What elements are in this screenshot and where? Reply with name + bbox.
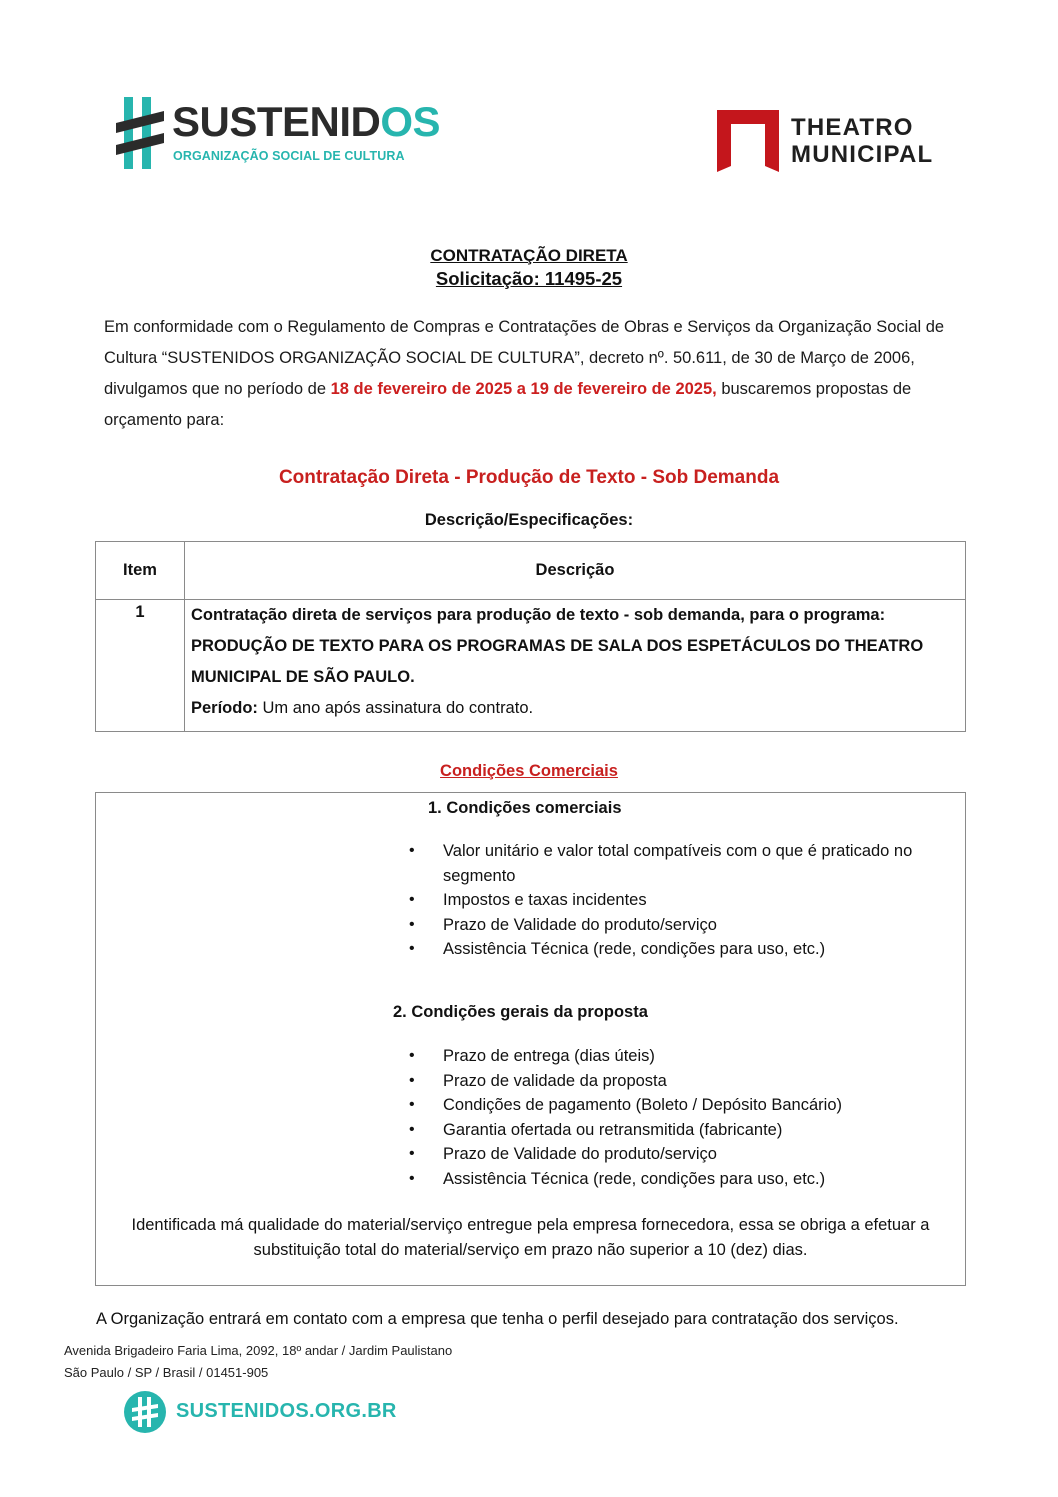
item-column-header: Item (96, 542, 185, 600)
period-highlight: 18 de fevereiro de 2025 a 19 de fevereiro de 2025, (330, 380, 717, 398)
intro-paragraph: Em conformidade com o Regulamento de Compras e Contratações de Obras e Serviços da Organização Social de Cultura “SUSTENIDOS ORGANIZAÇÃO SOCIAL DE CULTURA”, decreto nº. 50.611, de 30 de Março de 2006, divulgamos que no período de 18 de fevereiro de 2025 a 19 de fevereiro de 2025, buscaremos propostas de orçamento para: (104, 318, 945, 429)
sustenidos-subtitle: ORGANIZAÇÃO SOCIAL DE CULTURA (173, 149, 405, 163)
document-title: CONTRATAÇÃO DIRETA (430, 246, 628, 265)
theatro-municipal-logo (717, 110, 957, 172)
list-item: • Prazo de validade da proposta (407, 1069, 952, 1094)
theatro-wordmark: THEATRO MUNICIPAL (791, 114, 934, 168)
conditions-section1-list (407, 839, 952, 962)
sustenidos-wordmark: SUSTENIDOS (172, 98, 441, 145)
item-period: Período: Um ano após assinatura do contrato. (191, 699, 534, 717)
item-description-text: Contratação direta de serviços para produção de texto - sob demanda, para o programa: PRODUÇÃO DE TEXTO PARA OS PROGRAMAS DE SALA DOS ESPETÁCULOS DO THEATRO MUNICIPAL DE SÃO PAULO. (191, 606, 924, 686)
item-description (185, 600, 966, 732)
table-row (96, 600, 966, 732)
list-item: • Valor unitário e valor total compatíveis com o que é praticado no segmento (407, 839, 952, 888)
list-item: • Impostos e taxas incidentes (407, 888, 952, 913)
description-column-header: Descrição (185, 542, 966, 600)
theatro-mark-icon (717, 110, 779, 172)
address-line2: São Paulo / SP / Brasil / 01451-905 (64, 1365, 269, 1380)
hashtag-logo-icon (116, 95, 164, 171)
list-item: • Condições de pagamento (Boleto / Depósito Bancário) (407, 1093, 952, 1118)
conditions-section2-list (407, 1044, 952, 1192)
conditions-heading: Condições Comerciais (440, 762, 618, 780)
sustenidos-logo (116, 95, 441, 171)
conditions-section2-title: 2. Condições gerais da proposta (393, 1003, 648, 1021)
list-item: • Garantia ofertada ou retransmitida (fabricante) (407, 1118, 952, 1143)
quality-note: Identificada má qualidade do material/serviço entregue pela empresa fornecedora, essa se obriga a efetuar a substituição total do material/serviço em prazo não superior a 10 (dez) dias. (131, 1216, 930, 1259)
footer-website-logo (124, 1391, 397, 1435)
list-item: • Assistência Técnica (rede, condições para uso, etc.) (407, 1167, 952, 1192)
spec-table (95, 541, 966, 732)
list-item: • Assistência Técnica (rede, condições para uso, etc.) (407, 937, 952, 962)
website-link[interactable]: SUSTENIDOS.ORG.BR (176, 1400, 397, 1422)
hashtag-circle-icon (124, 1391, 166, 1433)
conditions-box (95, 792, 966, 1286)
table-header-row (96, 542, 966, 600)
request-number: Solicitação: 11495-25 (435, 268, 623, 289)
conditions-section1-title: 1. Condições comerciais (428, 799, 622, 817)
spec-heading: Descrição/Especificações: (424, 511, 634, 529)
list-item: • Prazo de Validade do produto/serviço (407, 913, 952, 938)
section-title: Contratação Direta - Produção de Texto - Sob Demanda (278, 467, 780, 488)
list-item: • Prazo de Validade do produto/serviço (407, 1142, 952, 1167)
item-number: 1 (96, 600, 185, 732)
closing-statement: A Organização entrará em contato com a empresa que tenha o perfil desejado para contratação dos serviços. (96, 1310, 899, 1328)
list-item: • Prazo de entrega (dias úteis) (407, 1044, 952, 1069)
address-line1: Avenida Brigadeiro Faria Lima, 2092, 18º andar / Jardim Paulistano (64, 1343, 453, 1358)
